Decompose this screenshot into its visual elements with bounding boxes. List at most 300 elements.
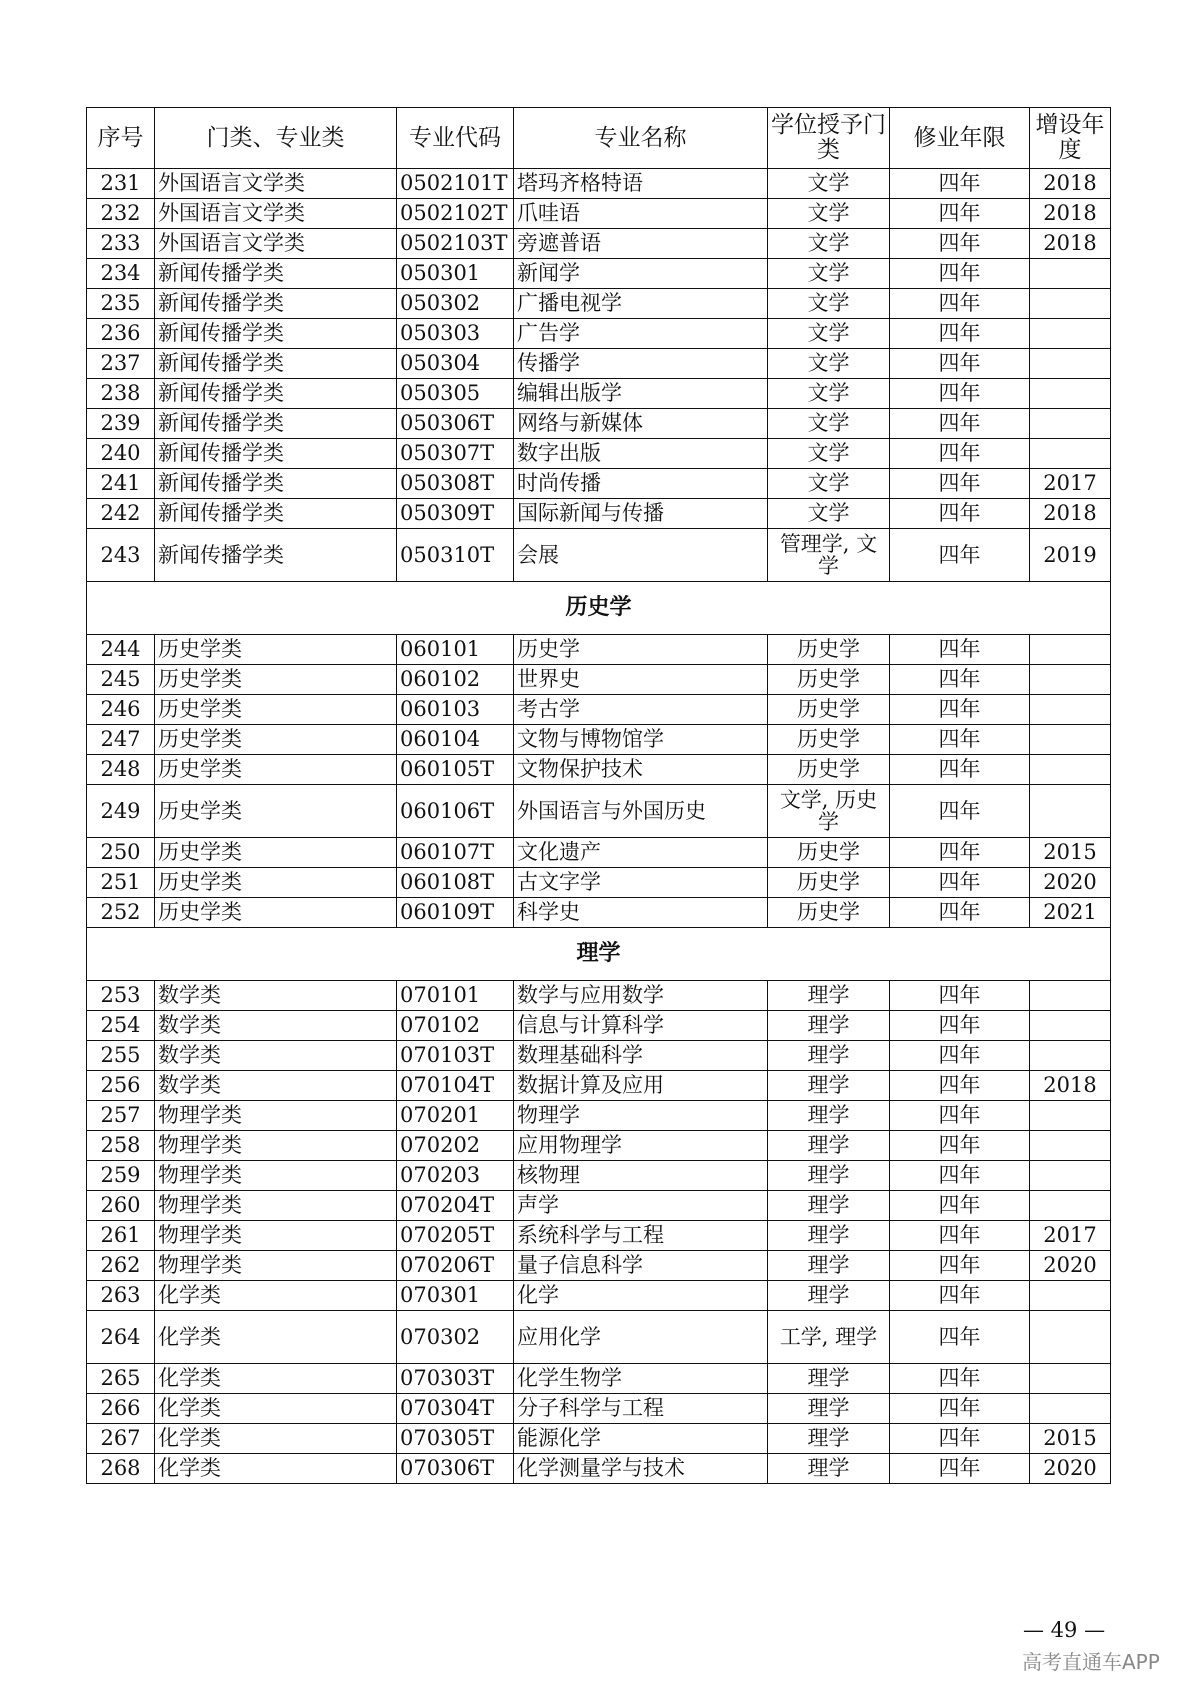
- cell-code: 070301: [397, 1281, 514, 1311]
- cell-degree: 文学: [768, 289, 890, 319]
- cell-seq: 239: [87, 409, 155, 439]
- cell-duration: 四年: [890, 349, 1030, 379]
- cell-major-name: 文物保护技术: [514, 755, 768, 785]
- cell-major-name: 应用化学: [514, 1311, 768, 1364]
- table-row: [87, 1364, 1111, 1394]
- cell-major-name: 分子科学与工程: [514, 1394, 768, 1424]
- cell-year: 2020: [1030, 868, 1111, 898]
- cell-major-name: 信息与计算科学: [514, 1011, 768, 1041]
- cell-degree: 理学: [768, 1424, 890, 1454]
- cell-major-name: 文物与博物馆学: [514, 725, 768, 755]
- table-row: [87, 1454, 1111, 1484]
- cell-code: 070204T: [397, 1191, 514, 1221]
- cell-category: 物理学类: [155, 1131, 397, 1161]
- cell-code: 060107T: [397, 838, 514, 868]
- cell-degree: 理学: [768, 1041, 890, 1071]
- cell-seq: 261: [87, 1221, 155, 1251]
- cell-code: 070102: [397, 1011, 514, 1041]
- cell-code: 050309T: [397, 499, 514, 529]
- cell-year: [1030, 349, 1111, 379]
- cell-category: 历史学类: [155, 755, 397, 785]
- cell-degree: 文学: [768, 349, 890, 379]
- cell-duration: 四年: [890, 229, 1030, 259]
- table-row: [87, 785, 1111, 838]
- cell-year: [1030, 1281, 1111, 1311]
- cell-degree: 历史学: [768, 695, 890, 725]
- cell-code: 0502101T: [397, 169, 514, 199]
- cell-seq: 242: [87, 499, 155, 529]
- header-name: 专业名称: [514, 108, 768, 169]
- cell-seq: 263: [87, 1281, 155, 1311]
- cell-category: 新闻传播学类: [155, 319, 397, 349]
- table-row: [87, 499, 1111, 529]
- cell-major-name: 考古学: [514, 695, 768, 725]
- cell-category: 新闻传播学类: [155, 259, 397, 289]
- cell-degree: 文学: [768, 319, 890, 349]
- cell-seq: 254: [87, 1011, 155, 1041]
- section-title-science: 理学: [87, 928, 1111, 981]
- table-row: [87, 1424, 1111, 1454]
- cell-code: 050307T: [397, 439, 514, 469]
- cell-major-name: 应用物理学: [514, 1131, 768, 1161]
- group-literature-rows: [87, 169, 1111, 582]
- cell-year: [1030, 635, 1111, 665]
- cell-category: 新闻传播学类: [155, 499, 397, 529]
- table-row: [87, 469, 1111, 499]
- cell-category: 数学类: [155, 1011, 397, 1041]
- cell-category: 物理学类: [155, 1221, 397, 1251]
- cell-duration: 四年: [890, 289, 1030, 319]
- cell-major-name: 会展: [514, 529, 768, 582]
- cell-major-name: 化学生物学: [514, 1364, 768, 1394]
- cell-code: 070304T: [397, 1394, 514, 1424]
- cell-code: 070101: [397, 981, 514, 1011]
- cell-major-name: 数字出版: [514, 439, 768, 469]
- cell-category: 新闻传播学类: [155, 529, 397, 582]
- cell-duration: 四年: [890, 665, 1030, 695]
- cell-major-name: 文化遗产: [514, 838, 768, 868]
- table-row: [87, 838, 1111, 868]
- table-row: [87, 169, 1111, 199]
- table-row: [87, 1251, 1111, 1281]
- cell-duration: 四年: [890, 199, 1030, 229]
- cell-degree: 理学: [768, 1221, 890, 1251]
- cell-seq: 265: [87, 1364, 155, 1394]
- cell-major-name: 世界史: [514, 665, 768, 695]
- cell-year: 2018: [1030, 499, 1111, 529]
- cell-category: 历史学类: [155, 785, 397, 838]
- cell-seq: 260: [87, 1191, 155, 1221]
- cell-duration: 四年: [890, 169, 1030, 199]
- cell-duration: 四年: [890, 898, 1030, 928]
- cell-code: 050304: [397, 349, 514, 379]
- cell-category: 历史学类: [155, 838, 397, 868]
- cell-code: 070201: [397, 1101, 514, 1131]
- cell-code: 050310T: [397, 529, 514, 582]
- cell-code: 070104T: [397, 1071, 514, 1101]
- table-row: [87, 695, 1111, 725]
- cell-seq: 267: [87, 1424, 155, 1454]
- cell-degree: 文学: [768, 199, 890, 229]
- cell-year: [1030, 439, 1111, 469]
- cell-duration: 四年: [890, 838, 1030, 868]
- cell-year: 2020: [1030, 1251, 1111, 1281]
- cell-duration: 四年: [890, 1131, 1030, 1161]
- table-row: [87, 409, 1111, 439]
- cell-category: 数学类: [155, 1071, 397, 1101]
- cell-seq: 233: [87, 229, 155, 259]
- cell-major-name: 化学测量学与技术: [514, 1454, 768, 1484]
- cell-code: 050303: [397, 319, 514, 349]
- cell-degree: 文学: [768, 169, 890, 199]
- cell-degree: 文学: [768, 499, 890, 529]
- cell-code: 070205T: [397, 1221, 514, 1251]
- cell-duration: 四年: [890, 1221, 1030, 1251]
- cell-year: [1030, 981, 1111, 1011]
- cell-year: [1030, 1394, 1111, 1424]
- cell-category: 历史学类: [155, 635, 397, 665]
- cell-year: [1030, 1131, 1111, 1161]
- cell-degree: 理学: [768, 1161, 890, 1191]
- header-duration: 修业年限: [890, 108, 1030, 169]
- cell-year: [1030, 725, 1111, 755]
- cell-seq: 247: [87, 725, 155, 755]
- cell-code: 070103T: [397, 1041, 514, 1071]
- cell-degree: 理学: [768, 1281, 890, 1311]
- cell-seq: 236: [87, 319, 155, 349]
- cell-seq: 238: [87, 379, 155, 409]
- cell-year: 2015: [1030, 838, 1111, 868]
- cell-major-name: 古文字学: [514, 868, 768, 898]
- cell-degree: 历史学: [768, 635, 890, 665]
- cell-degree: 文学: [768, 379, 890, 409]
- cell-major-name: 新闻学: [514, 259, 768, 289]
- cell-degree: 文学: [768, 259, 890, 289]
- cell-year: [1030, 1161, 1111, 1191]
- header-degree: 学位授予门类: [768, 108, 890, 169]
- table-row: [87, 1011, 1111, 1041]
- cell-duration: 四年: [890, 319, 1030, 349]
- cell-duration: 四年: [890, 1251, 1030, 1281]
- cell-seq: 253: [87, 981, 155, 1011]
- table-row: [87, 379, 1111, 409]
- table-row: [87, 229, 1111, 259]
- cell-major-name: 塔玛齐格特语: [514, 169, 768, 199]
- cell-year: 2017: [1030, 469, 1111, 499]
- cell-category: 数学类: [155, 1041, 397, 1071]
- cell-major-name: 声学: [514, 1191, 768, 1221]
- cell-category: 历史学类: [155, 868, 397, 898]
- cell-code: 070302: [397, 1311, 514, 1364]
- cell-degree: 理学: [768, 981, 890, 1011]
- history-section: [87, 582, 1111, 635]
- cell-duration: 四年: [890, 635, 1030, 665]
- cell-year: 2021: [1030, 898, 1111, 928]
- header-year: 增设年度: [1030, 108, 1111, 169]
- cell-duration: 四年: [890, 1101, 1030, 1131]
- cell-category: 历史学类: [155, 725, 397, 755]
- table-row: [87, 1281, 1111, 1311]
- cell-category: 新闻传播学类: [155, 289, 397, 319]
- cell-major-name: 科学史: [514, 898, 768, 928]
- cell-seq: 251: [87, 868, 155, 898]
- table-row: [87, 349, 1111, 379]
- cell-code: 070306T: [397, 1454, 514, 1484]
- cell-major-name: 编辑出版学: [514, 379, 768, 409]
- cell-duration: 四年: [890, 755, 1030, 785]
- cell-seq: 250: [87, 838, 155, 868]
- group-science-rows: [87, 981, 1111, 1484]
- cell-category: 新闻传播学类: [155, 439, 397, 469]
- cell-major-name: 旁遮普语: [514, 229, 768, 259]
- cell-category: 化学类: [155, 1281, 397, 1311]
- cell-major-name: 广告学: [514, 319, 768, 349]
- cell-degree: 历史学: [768, 838, 890, 868]
- cell-code: 070206T: [397, 1251, 514, 1281]
- cell-duration: 四年: [890, 499, 1030, 529]
- cell-seq: 264: [87, 1311, 155, 1364]
- cell-seq: 240: [87, 439, 155, 469]
- cell-category: 外国语言文学类: [155, 199, 397, 229]
- cell-duration: 四年: [890, 259, 1030, 289]
- cell-category: 化学类: [155, 1424, 397, 1454]
- cell-degree: 理学: [768, 1454, 890, 1484]
- cell-code: 050308T: [397, 469, 514, 499]
- cell-seq: 246: [87, 695, 155, 725]
- cell-category: 新闻传播学类: [155, 469, 397, 499]
- cell-degree: 理学: [768, 1191, 890, 1221]
- cell-seq: 266: [87, 1394, 155, 1424]
- cell-category: 外国语言文学类: [155, 169, 397, 199]
- cell-seq: 262: [87, 1251, 155, 1281]
- cell-category: 物理学类: [155, 1101, 397, 1131]
- table-row: [87, 981, 1111, 1011]
- cell-category: 历史学类: [155, 695, 397, 725]
- cell-duration: 四年: [890, 1011, 1030, 1041]
- cell-major-name: 数学与应用数学: [514, 981, 768, 1011]
- table-row: [87, 898, 1111, 928]
- cell-seq: 249: [87, 785, 155, 838]
- cell-degree: 历史学: [768, 725, 890, 755]
- cell-seq: 241: [87, 469, 155, 499]
- cell-category: 物理学类: [155, 1251, 397, 1281]
- cell-code: 050305: [397, 379, 514, 409]
- cell-degree: 历史学: [768, 665, 890, 695]
- cell-year: [1030, 259, 1111, 289]
- cell-duration: 四年: [890, 409, 1030, 439]
- cell-category: 化学类: [155, 1454, 397, 1484]
- table-row: [87, 1041, 1111, 1071]
- cell-degree: 理学: [768, 1131, 890, 1161]
- cell-duration: 四年: [890, 1364, 1030, 1394]
- cell-category: 化学类: [155, 1394, 397, 1424]
- table-header-row: [87, 108, 1111, 169]
- cell-major-name: 时尚传播: [514, 469, 768, 499]
- cell-degree: 文学: [768, 439, 890, 469]
- cell-seq: 258: [87, 1131, 155, 1161]
- cell-seq: 231: [87, 169, 155, 199]
- cell-code: 060101: [397, 635, 514, 665]
- cell-duration: 四年: [890, 1161, 1030, 1191]
- cell-year: [1030, 665, 1111, 695]
- cell-duration: 四年: [890, 1311, 1030, 1364]
- table-row: [87, 289, 1111, 319]
- cell-duration: 四年: [890, 1454, 1030, 1484]
- cell-major-name: 数理基础科学: [514, 1041, 768, 1071]
- cell-category: 化学类: [155, 1364, 397, 1394]
- cell-seq: 268: [87, 1454, 155, 1484]
- cell-seq: 244: [87, 635, 155, 665]
- cell-category: 化学类: [155, 1311, 397, 1364]
- cell-seq: 243: [87, 529, 155, 582]
- cell-major-name: 核物理: [514, 1161, 768, 1191]
- cell-duration: 四年: [890, 439, 1030, 469]
- science-section: [87, 928, 1111, 981]
- cell-seq: 234: [87, 259, 155, 289]
- table-row: [87, 1311, 1111, 1364]
- cell-category: 物理学类: [155, 1161, 397, 1191]
- cell-year: 2019: [1030, 529, 1111, 582]
- cell-year: 2018: [1030, 169, 1111, 199]
- table-row: [87, 1221, 1111, 1251]
- cell-duration: 四年: [890, 1191, 1030, 1221]
- cell-degree: 理学: [768, 1394, 890, 1424]
- cell-duration: 四年: [890, 695, 1030, 725]
- cell-seq: 235: [87, 289, 155, 319]
- cell-year: [1030, 1311, 1111, 1364]
- cell-degree: 文学: [768, 469, 890, 499]
- table-row: [87, 199, 1111, 229]
- cell-code: 060102: [397, 665, 514, 695]
- cell-year: 2018: [1030, 229, 1111, 259]
- cell-duration: 四年: [890, 1394, 1030, 1424]
- cell-degree: 理学: [768, 1251, 890, 1281]
- cell-degree: 文学: [768, 409, 890, 439]
- cell-year: [1030, 1041, 1111, 1071]
- cell-degree: 理学: [768, 1364, 890, 1394]
- cell-seq: 248: [87, 755, 155, 785]
- cell-duration: 四年: [890, 379, 1030, 409]
- cell-code: 060103: [397, 695, 514, 725]
- cell-degree: 理学: [768, 1011, 890, 1041]
- cell-seq: 257: [87, 1101, 155, 1131]
- table-row: [87, 725, 1111, 755]
- cell-code: 070202: [397, 1131, 514, 1161]
- cell-code: 060109T: [397, 898, 514, 928]
- cell-year: [1030, 1364, 1111, 1394]
- cell-year: [1030, 379, 1111, 409]
- table-row: [87, 755, 1111, 785]
- cell-major-name: 量子信息科学: [514, 1251, 768, 1281]
- cell-code: 0502103T: [397, 229, 514, 259]
- watermark: 高考直通车APP: [1022, 1650, 1160, 1674]
- table-row: [87, 868, 1111, 898]
- page-number: — 49 —: [1023, 1618, 1106, 1642]
- cell-major-name: 广播电视学: [514, 289, 768, 319]
- cell-seq: 256: [87, 1071, 155, 1101]
- cell-category: 外国语言文学类: [155, 229, 397, 259]
- cell-year: [1030, 319, 1111, 349]
- table-row: [87, 1161, 1111, 1191]
- cell-duration: 四年: [890, 868, 1030, 898]
- cell-year: [1030, 1101, 1111, 1131]
- table-row: [87, 665, 1111, 695]
- cell-seq: 252: [87, 898, 155, 928]
- table-row: [87, 259, 1111, 289]
- cell-duration: 四年: [890, 469, 1030, 499]
- cell-year: [1030, 1191, 1111, 1221]
- cell-major-name: 传播学: [514, 349, 768, 379]
- cell-code: 0502102T: [397, 199, 514, 229]
- table-row: [87, 1394, 1111, 1424]
- header-category: 门类、专业类: [155, 108, 397, 169]
- cell-degree: 历史学: [768, 868, 890, 898]
- section-row-history: [87, 582, 1111, 635]
- cell-degree: 历史学: [768, 755, 890, 785]
- cell-major-name: 数据计算及应用: [514, 1071, 768, 1101]
- cell-degree: 理学: [768, 1071, 890, 1101]
- cell-year: [1030, 785, 1111, 838]
- cell-category: 数学类: [155, 981, 397, 1011]
- table-row: [87, 1101, 1111, 1131]
- cell-code: 060105T: [397, 755, 514, 785]
- cell-seq: 237: [87, 349, 155, 379]
- cell-seq: 232: [87, 199, 155, 229]
- cell-degree: 管理学, 文学: [768, 529, 890, 582]
- cell-degree: 历史学: [768, 898, 890, 928]
- cell-major-name: 爪哇语: [514, 199, 768, 229]
- table-row: [87, 439, 1111, 469]
- table-row: [87, 635, 1111, 665]
- cell-major-name: 化学: [514, 1281, 768, 1311]
- cell-seq: 255: [87, 1041, 155, 1071]
- table-row: [87, 1191, 1111, 1221]
- cell-code: 070303T: [397, 1364, 514, 1394]
- cell-major-name: 网络与新媒体: [514, 409, 768, 439]
- cell-year: 2020: [1030, 1454, 1111, 1484]
- cell-major-name: 能源化学: [514, 1424, 768, 1454]
- table-row: [87, 529, 1111, 582]
- cell-major-name: 外国语言与外国历史: [514, 785, 768, 838]
- cell-year: [1030, 695, 1111, 725]
- cell-category: 新闻传播学类: [155, 379, 397, 409]
- cell-year: 2017: [1030, 1221, 1111, 1251]
- header-seq: 序号: [87, 108, 155, 169]
- majors-table: [86, 107, 1111, 1484]
- table-row: [87, 1071, 1111, 1101]
- section-row-science: [87, 928, 1111, 981]
- table-row: [87, 1131, 1111, 1161]
- cell-year: [1030, 1011, 1111, 1041]
- section-title-history: 历史学: [87, 582, 1111, 635]
- cell-category: 新闻传播学类: [155, 349, 397, 379]
- cell-code: 050302: [397, 289, 514, 319]
- cell-duration: 四年: [890, 1424, 1030, 1454]
- cell-degree: 理学: [768, 1101, 890, 1131]
- cell-code: 050301: [397, 259, 514, 289]
- table-row: [87, 319, 1111, 349]
- group-history-rows: [87, 635, 1111, 928]
- cell-duration: 四年: [890, 1041, 1030, 1071]
- cell-category: 历史学类: [155, 665, 397, 695]
- cell-duration: 四年: [890, 981, 1030, 1011]
- cell-category: 物理学类: [155, 1191, 397, 1221]
- cell-code: 070203: [397, 1161, 514, 1191]
- cell-code: 070305T: [397, 1424, 514, 1454]
- cell-category: 历史学类: [155, 898, 397, 928]
- cell-duration: 四年: [890, 529, 1030, 582]
- cell-major-name: 物理学: [514, 1101, 768, 1131]
